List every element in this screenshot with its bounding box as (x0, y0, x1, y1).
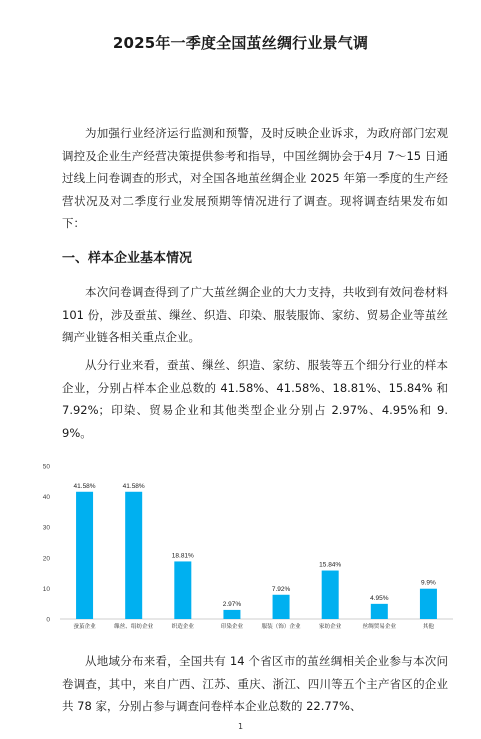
category-label: 丝绸贸易企业 (362, 624, 397, 630)
section1-paragraph-3: 从地域分布来看，全国共有 14 个省区市的茧丝绸相关企业参与本次问卷调查，其中，来自广西、江苏、重庆、浙江、四川等五个主产省区的企业共 78 家，分别占参与调查问卷样本企业总数的 22.77%、 (62, 654, 448, 714)
section-heading: 一、样本企业基本情况 (62, 251, 193, 266)
category-label: 其他 (422, 624, 435, 630)
document-title: 2025年一季度全国茧丝绸行业景气调 (112, 34, 369, 52)
y-tick-label: 40 (42, 494, 50, 502)
intro-paragraph: 为加强行业经济运行监测和预警，及时反映企业诉求，为政府部门宏观调控及企业生产经营决策提供参考和指导，中国丝绸协会于4月 7～15 日通过线上问卷调查的形式，对全国各地茧丝绸企业 2025 年第一季度的生产经营状况及对二季度行业发展预期等情况进行了调查。现将调查结果发布如下： (62, 126, 448, 231)
section1-paragraph-2: 从分行业来看，蚕茧、缫丝、织造、家纺、服装等五个细分行业的样本企业，分别占样本企业总数的 41.58%、41.58%、18.81%、15.84% 和 7.92%；印染、贸易企业和其他类型企业分别占 2.97%、4.95%和 9.9%。 (62, 358, 448, 440)
y-tick-label: 20 (42, 555, 50, 563)
bar (174, 561, 191, 619)
y-tick-label: 10 (42, 585, 50, 593)
category-label: 服装（饰）企业 (261, 624, 301, 630)
page-number: 1 (237, 722, 244, 731)
y-tick-label: 0 (46, 616, 50, 624)
data-label: 9.9% (421, 579, 436, 587)
y-tick-label: 30 (42, 524, 50, 532)
data-label: 18.81% (171, 552, 194, 560)
data-label: 7.92% (271, 585, 291, 593)
bar (371, 604, 388, 619)
data-label: 2.97% (222, 600, 242, 608)
industry-share-bar-chart (38, 458, 458, 638)
y-tick-label: 50 (42, 463, 50, 471)
bar (223, 610, 240, 619)
category-label: 印染企业 (220, 624, 244, 630)
category-label: 家纺企业 (318, 624, 342, 630)
data-label: 15.84% (319, 561, 342, 569)
bar (420, 589, 437, 619)
data-label: 4.95% (370, 594, 389, 602)
bar (273, 595, 290, 619)
section1-paragraph-1: 本次问卷调查得到了广大茧丝绸企业的大力支持，共收到有效问卷材料 101 份，涉及蚕茧、缫丝、织造、印染、服装服饰、家纺、贸易企业等茧丝绸产业链各相关重点企业。 (62, 285, 448, 345)
bar (125, 492, 142, 619)
category-label: 蚕茧企业 (73, 624, 96, 630)
data-label: 41.58% (73, 482, 96, 490)
bar (76, 492, 93, 619)
bar (322, 571, 339, 619)
category-label: 缫丝、绢纺企业 (114, 624, 154, 630)
category-label: 织造企业 (171, 624, 195, 630)
data-label: 41.58% (122, 482, 145, 490)
